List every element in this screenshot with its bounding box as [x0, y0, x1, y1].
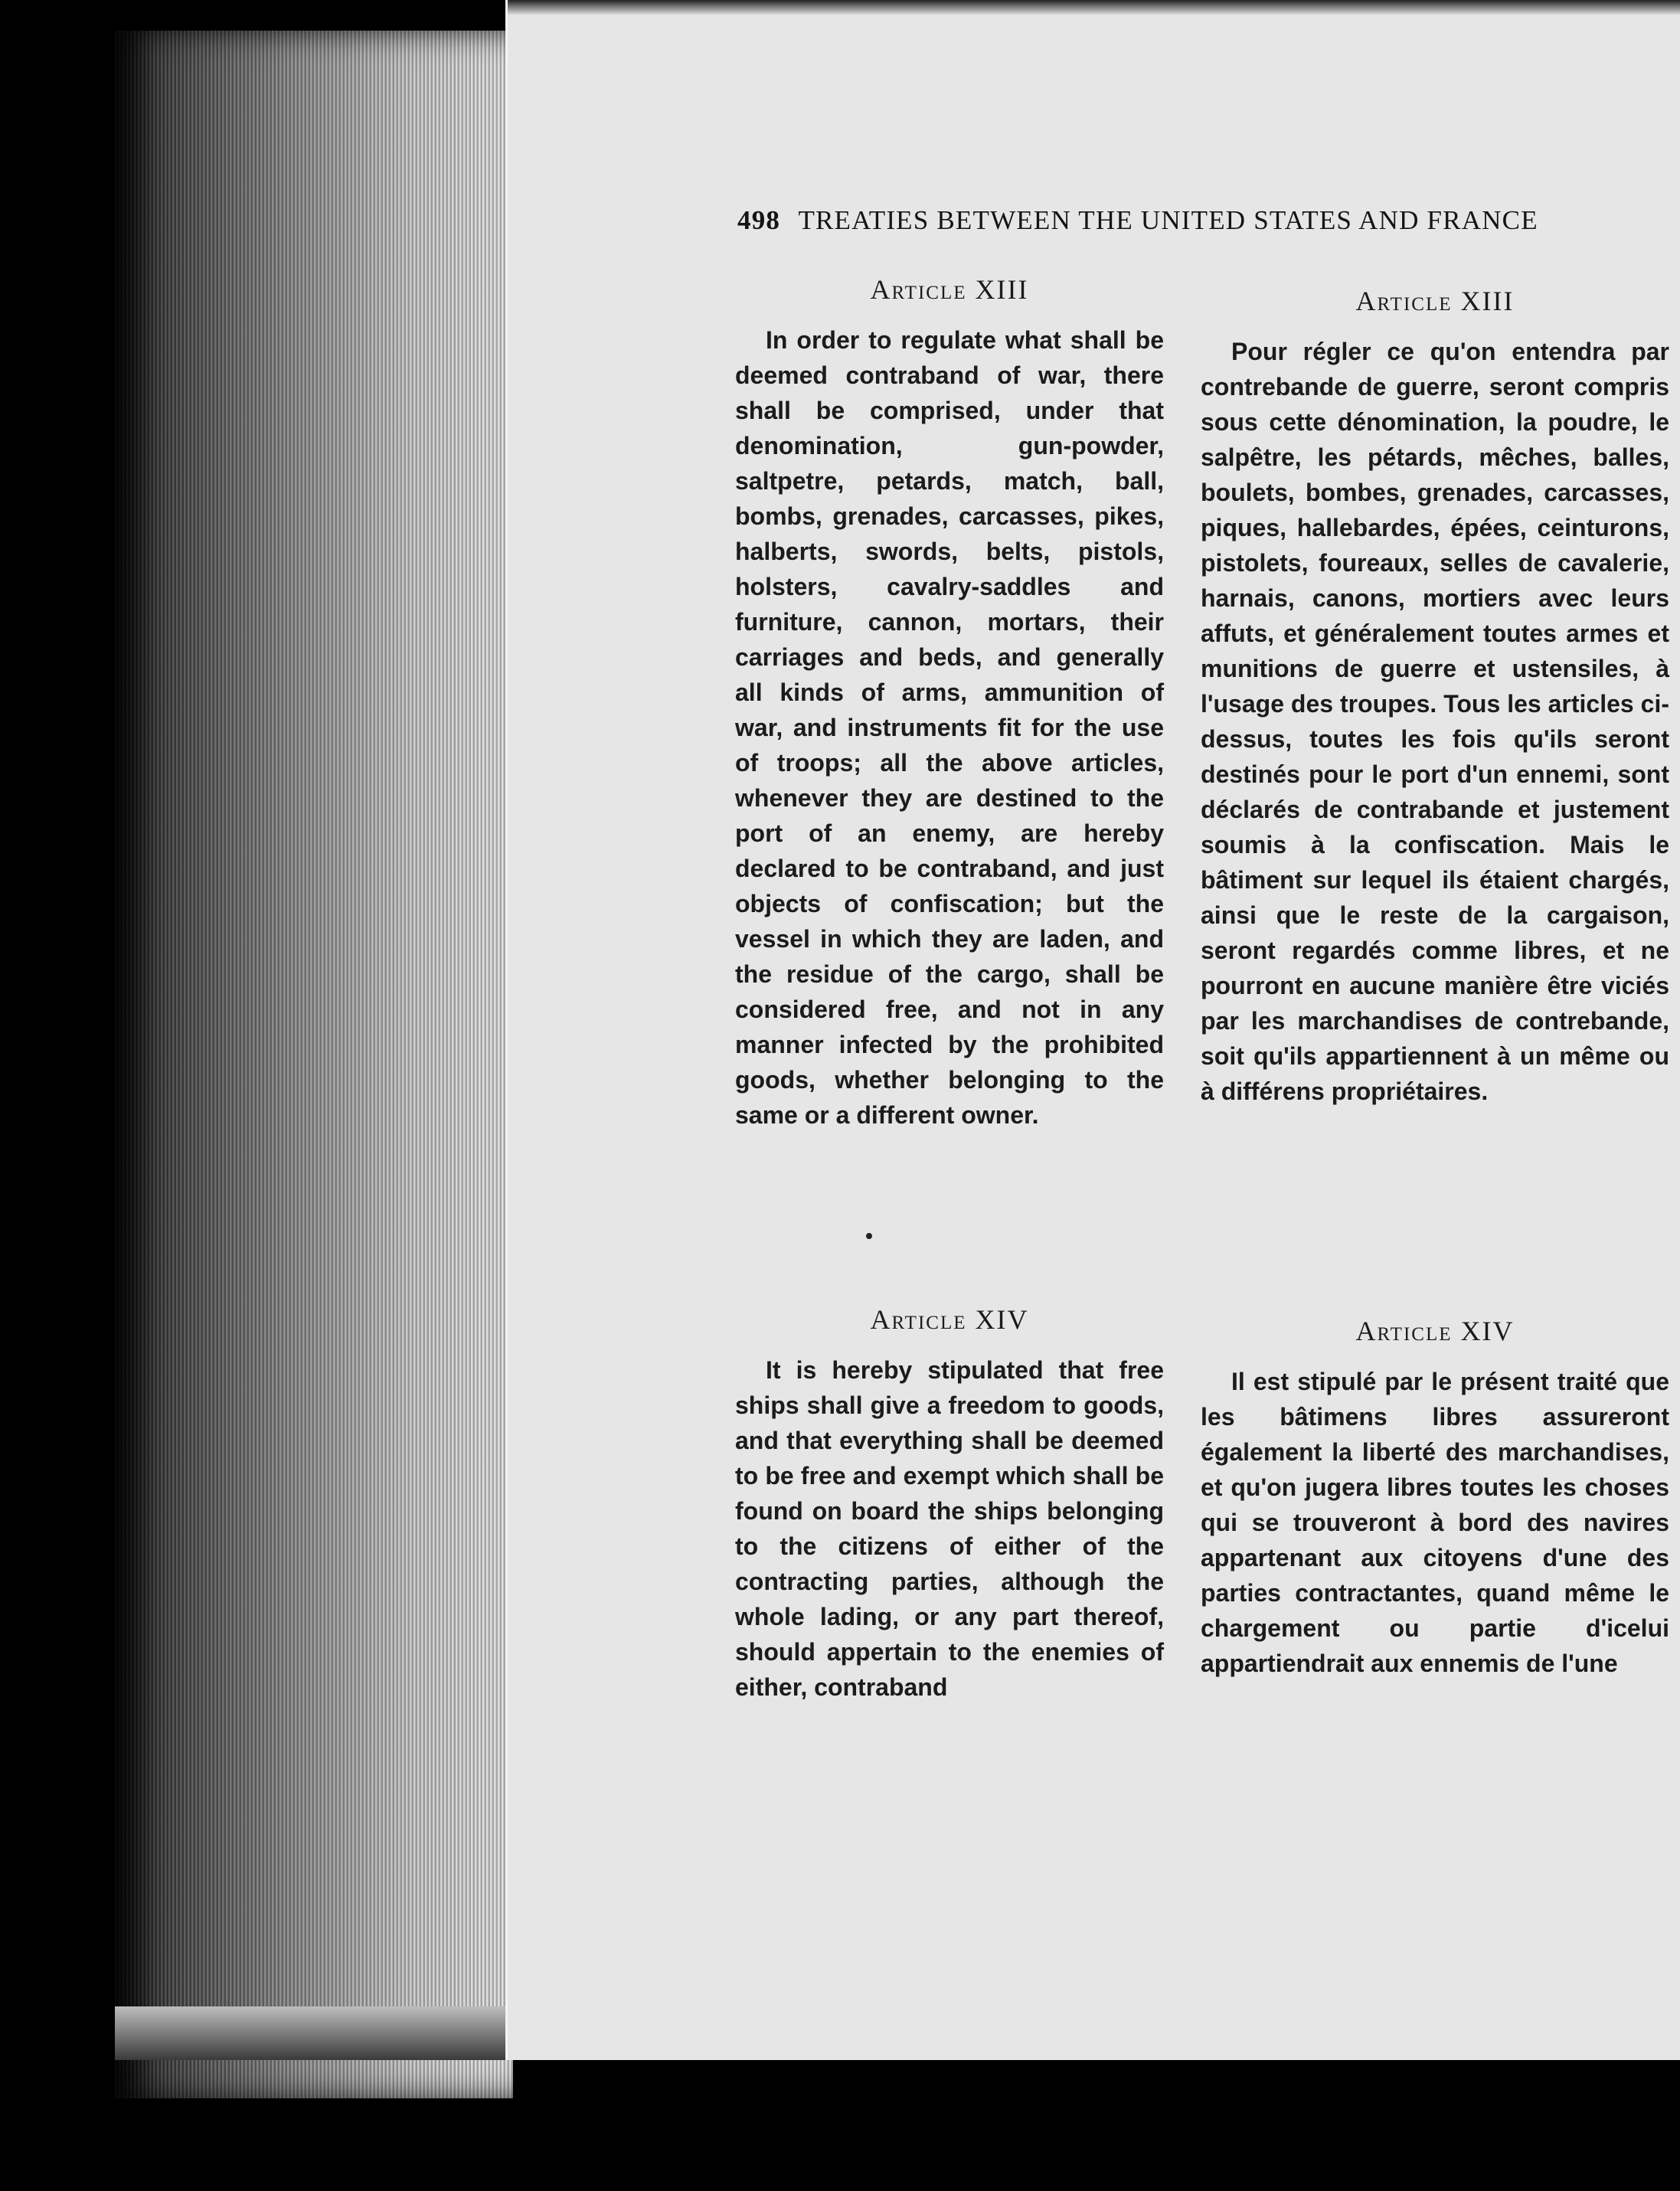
english-article-xiv-heading: Article XIV [870, 1304, 1029, 1335]
english-article-xiv-text: It is hereby stipulated that free ships shall give a freedom to goods, and that everything shall be deemed to be free and exempt which shall be found on board the ships belonging to the citizens of either of the contracting parties, although the whole lading, or any part thereof, should appertain to the enemies of either, contraband [735, 1356, 1164, 1701]
french-article-xiv [1201, 1313, 1669, 1681]
book-page [505, 0, 1680, 2060]
book-page-edge [115, 31, 513, 2098]
ink-dot [866, 1233, 872, 1239]
french-article-xiv-text: Il est stipulé par le présent traité que les bâtimens libres assureront également la liberté des marchandises, et qu'on jugera libres toutes les choses qui se trouveront à bord des navires appartenant aux citoyens d'une des parties contractantes, quand même le chargement ou partie d'icelui appartiendrait aux ennemis de l'une [1201, 1368, 1669, 1677]
french-article-xiii-heading: Article XIII [1355, 286, 1515, 316]
running-head-title: TREATIES BETWEEN THE UNITED STATES AND FRANCE [798, 205, 1538, 235]
english-article-xiii [735, 272, 1164, 1133]
english-article-xiii-text: In order to regulate what shall be deemed contraband of war, there shall be comprised, under that denomination, gun-powder, saltpetre, petards, match, ball, bombs, grenades, carcasses, pikes, halberts, swords, belts, pistols, holsters, cavalry-saddles and furniture, cannon, mortars, their carriages and beds, and generally all kinds of arms, ammunition of war, and instruments fit for the use of troops; all the above articles, whenever they are destined to the port of an enemy, are hereby declared to be contraband, and just objects of confiscation; but the vessel in which they are laden, and the residue of the cargo, shall be considered free, and not in any manner infected by the prohibited goods, whether belonging to the same or a different owner. [735, 326, 1164, 1129]
english-article-xiii-heading: Article XIII [870, 274, 1029, 305]
running-head [737, 205, 1672, 236]
page-number: 498 [737, 205, 781, 235]
french-article-xiii-text: Pour régler ce qu'on entendra par contrebande de guerre, seront compris sous cette dénomination, la poudre, le salpêtre, les pétards, mêches, balles, boulets, bombes, grenades, carcasses, piques, hallebardes, épées, ceinturons, pistolets, foureaux, selles de cavalerie, harnais, canons, mortiers avec leurs affuts, et généralement toutes armes et munitions de guerre et ustensiles, à l'usage des troupes. Tous les articles ci-dessus, toutes les fois qu'ils seront destinés pour le port d'un ennemi, sont déclarés de contrabande et justement soumis à la confiscation. Mais le bâtiment sur lequel ils étaient chargés, ainsi que le reste de la cargaison, seront regardés comme libres, et ne pourront en aucune manière être viciés par les marchandises de contrebande, soit qu'ils appartiennent à un même ou à différens propriétaires. [1201, 338, 1669, 1105]
french-article-xiii [1201, 283, 1669, 1109]
english-article-xiv [735, 1302, 1164, 1705]
page-top-shadow [508, 0, 1680, 15]
french-article-xiv-heading: Article XIV [1355, 1316, 1515, 1346]
